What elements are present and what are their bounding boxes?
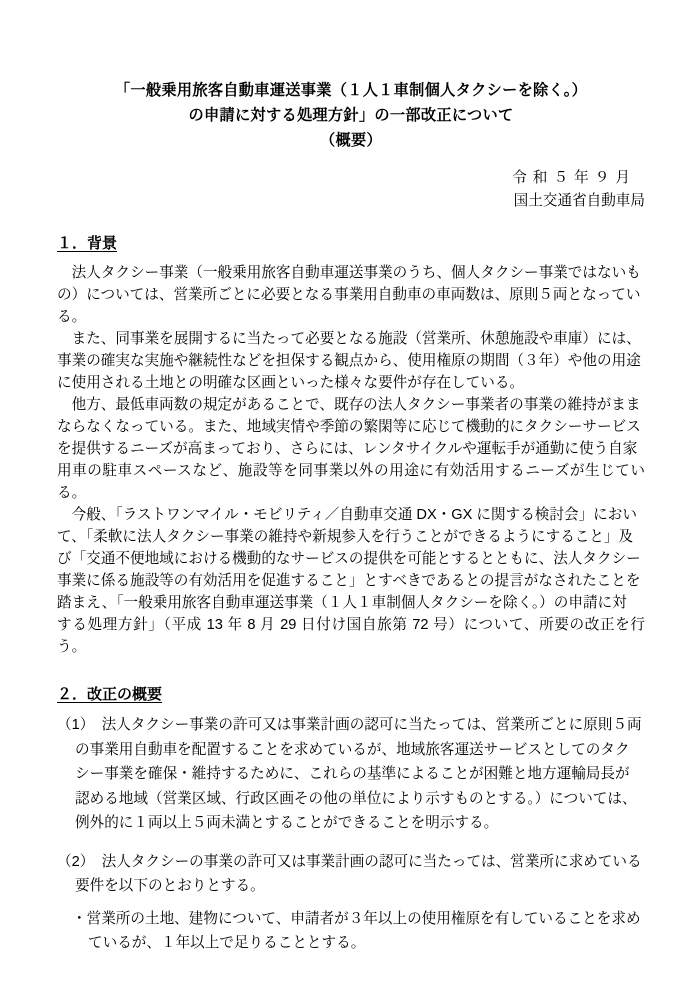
section-1-heading-text: １．背景: [57, 235, 118, 252]
background-paragraph-4: 今般、「ラストワンマイル・モビリティ／自動車交通 DX・GX に関する検討会」におい て、「柔軟に法人タクシー事業の維持や新規参入を行うことができるようにすること」及 び「交通不便地域における機動的なサービスの提供を可能とするとともに、法人タクシー 事業に係る施設等の有効活用を促進すること」とすべきであるとの提言がなされたことを 踏まえ、「一般乗用旅客自動車運送事業（１人１車制個人タクシーを除く。）の申請に対 する処理方針」（平成 13 年 8 月 29 日付け国自旅第 72 号）について、所要の改正を行う。: [57, 507, 645, 655]
document-meta: [57, 167, 645, 213]
document-author: 国土交通省自動車局: [513, 193, 645, 209]
revision-item-1: （1） 法人タクシー事業の許可又は事業計画の認可に当たっては、営業所ごとに原則５両 の事業用自動車を配置することを求めているが、地域旅客運送サービスとしてのタク シー事業を確保・維持するために、これらの基準によることが困難と地方運輸局長が 認める地域（営業区域、行政区画その他の単位により示すものとする。）については、 例外的に１両以上５両未満とすることができることを明示する。: [57, 717, 642, 831]
section-1-heading: [57, 233, 645, 255]
background-paragraph-1: 法人タクシー事業（一般乗用旅客自動車運送事業のうち、個人タクシー事業ではないも の）については、営業所ごとに必要となる事業用自動車の車両数は、原則５両となってい る。: [57, 265, 641, 325]
revision-item-2-bullet: ・営業所の土地、建物について、申請者が３年以上の使用権原を有していることを求め ているが、１年以上で足りることとする。: [72, 910, 641, 951]
document-date: 令 和 ５ 年 ９ 月: [512, 170, 631, 186]
title-line-1: 「一般乗用旅客自動車運送事業（１人１車制個人タクシーを除く。）: [114, 82, 588, 99]
section-2-body: [57, 713, 645, 956]
background-paragraph-3: 他方、最低車両数の規定があることで、既存の法人タクシー事業者の事業の維持がまま ならなくなっている。また、地域実情や季節の繁閑等に応じて機動的にタクシーサービス を提供するニーズが高まっており、さらには、レンタサイクルや運転手が通勤に使う自家 用車の駐車スペースなど、施設等を同事業以外の用途に有効活用するニーズが生じている。: [57, 397, 645, 501]
revision-item-2: （2） 法人タクシーの事業の許可又は事業計画の認可に当たっては、営業所に求めている 要件を以下のとおりとする。: [57, 853, 642, 894]
section-2-heading: [57, 684, 645, 706]
section-2-heading-text: ２．改正の概要: [57, 686, 163, 703]
document-title: [57, 78, 645, 153]
title-line-2: の申請に対する処理方針」の一部改正について: [188, 107, 514, 124]
background-paragraph-2: また、同事業を展開するに当たって必要となる施設（営業所、休憩施設や車庫）には、 事業の確実な実施や継続性などを担保する観点から、使用権原の期間（３年）や他の用途 に使用される土地との明確な区画といった様々な要件が存在している。: [57, 331, 641, 391]
section-background: [57, 233, 645, 658]
title-line-3: （概要）: [320, 132, 382, 149]
section-1-body: [57, 262, 645, 658]
section-revision-overview: [57, 684, 645, 956]
